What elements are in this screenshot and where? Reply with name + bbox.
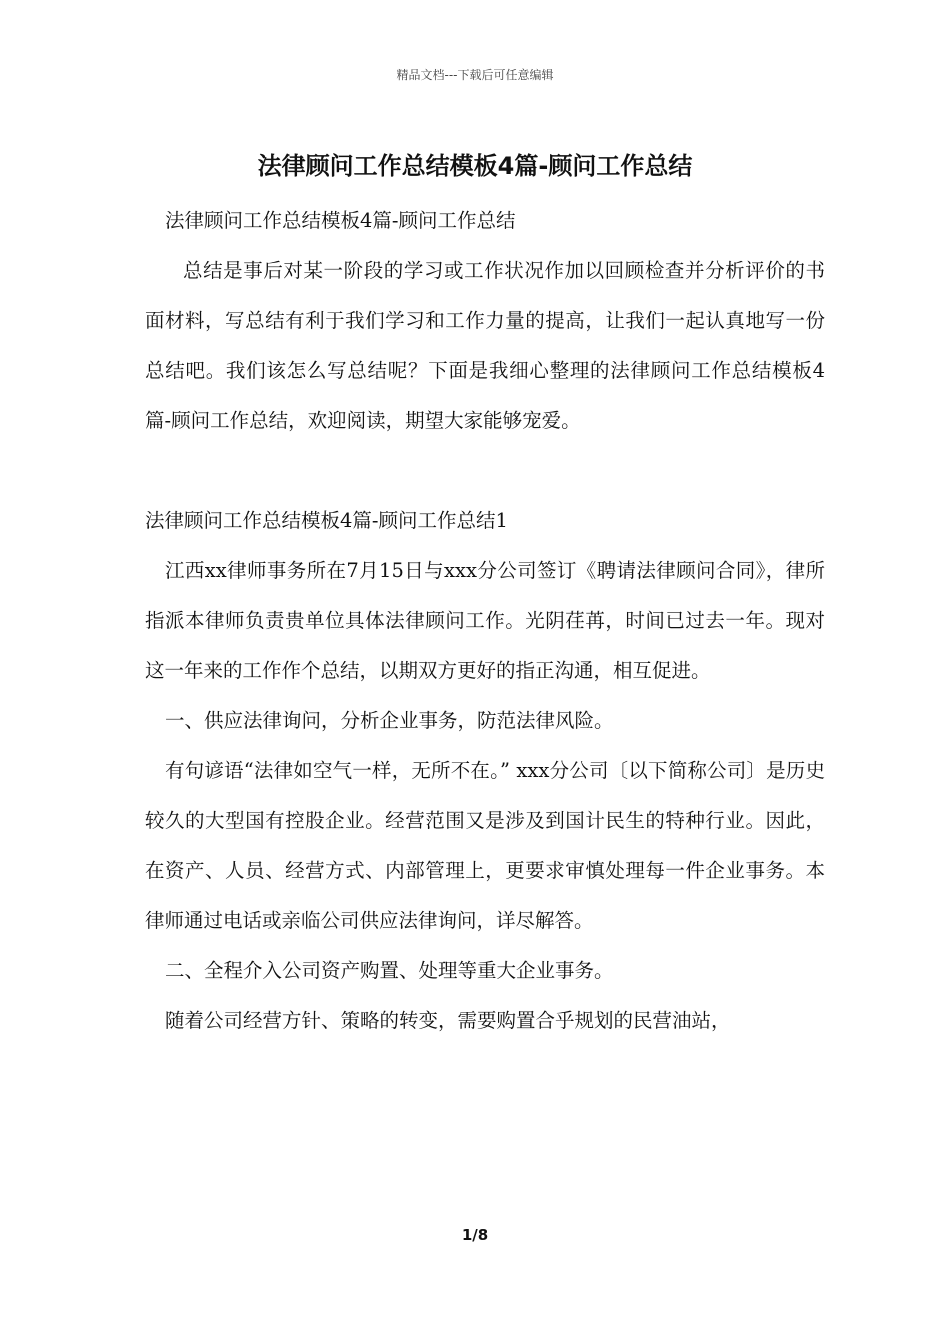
- body-paragraph: 江西xx律师事务所在7月15日与xxx分公司签订《聘请法律顾问合同》，律所指派本律师负责贵单位具体法律顾问工作。光阴荏苒，时间已过去一年。现对这一年来的工作作个总结，以期双方更好的指正沟通，相互促进。: [145, 559, 825, 682]
- intro-paragraph: 总结是事后对某一阶段的学习或工作状况作加以回顾检查并分析评价的书面材料，写总结有利于我们学习和工作力量的提高，让我们一起认真地写一份总结吧。我们该怎么写总结呢？下面是我细心整理的法律顾问工作总结模板4篇-顾问工作总结，欢迎阅读，期望大家能够宠爱。: [145, 259, 825, 432]
- body-paragraph: 随着公司经营方针、策略的转变，需要购置合乎规划的民营油站，: [165, 1009, 731, 1032]
- body-paragraph: 有句谚语“法律如空气一样，无所不在。” xxx分公司〔以下简称公司〕是历史较久的大型国有控股企业。经营范围又是涉及到国计民生的特种行业。因此，在资产、人员、经营方式、内部管理上，更要求审慎处理每一件企业事务。本律师通过电话或亲临公司供应法律询问，详尽解答。: [145, 759, 825, 932]
- page-separator: /: [472, 1226, 478, 1244]
- page-current: 1: [461, 1226, 473, 1244]
- page-header: 精品文档---下载后可任意编辑: [396, 68, 554, 82]
- page-total: 8: [477, 1226, 489, 1244]
- document-body: [145, 196, 825, 1046]
- list-heading-1: 一、供应法律询问，分析企业事务，防范法律风险。: [165, 709, 614, 732]
- page-number: [0, 1226, 950, 1244]
- document-title: 法律顾问工作总结模板4篇-顾问工作总结: [257, 152, 693, 180]
- blank-line: [145, 446, 825, 496]
- section-heading: 法律顾问工作总结模板4篇-顾问工作总结1: [145, 509, 508, 532]
- list-heading-2: 二、全程介入公司资产购置、处理等重大企业事务。: [165, 959, 614, 982]
- subtitle-paragraph: 法律顾问工作总结模板4篇-顾问工作总结: [165, 209, 516, 232]
